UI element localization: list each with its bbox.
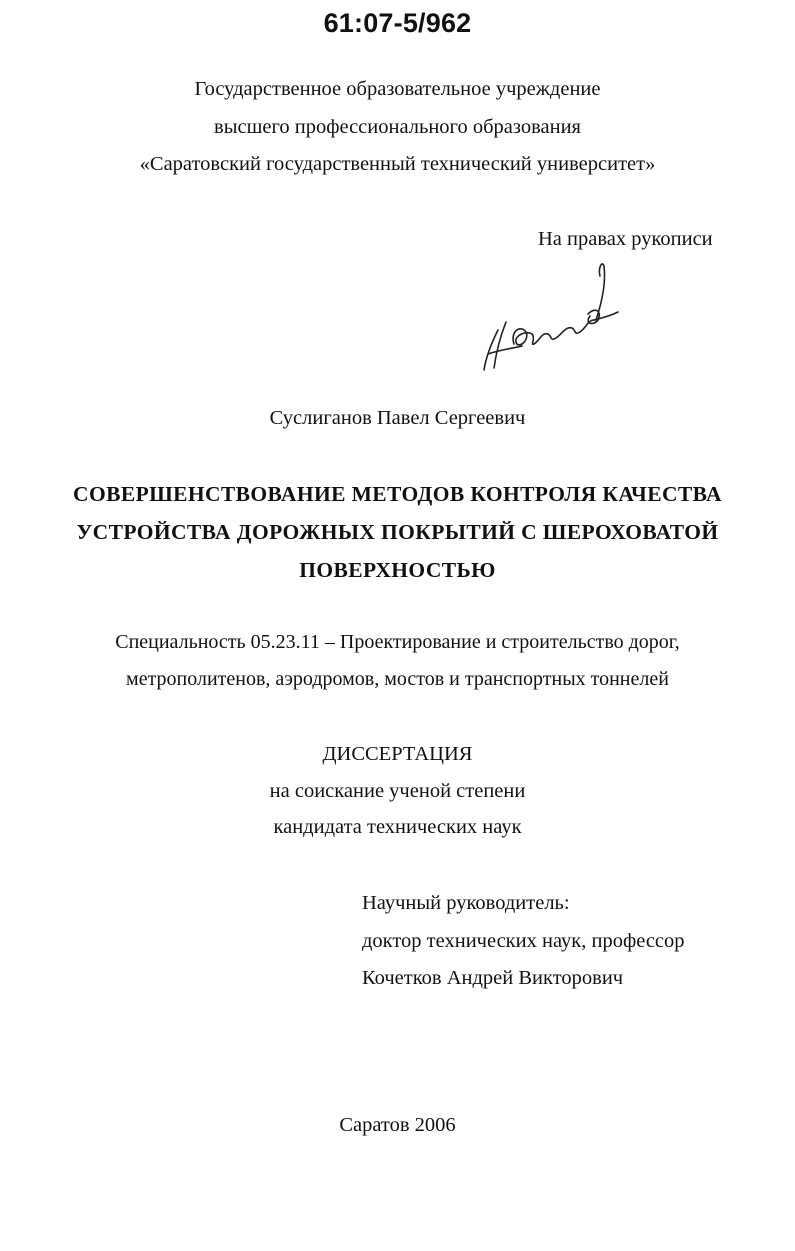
institution-line-2: высшего профессионального образования bbox=[214, 116, 581, 138]
degree-line-2: кандидата технических наук bbox=[273, 816, 522, 838]
supervisor-name: Кочетков Андрей Викторович bbox=[362, 967, 624, 989]
title-line-3: ПОВЕРХНОСТЬЮ bbox=[299, 558, 496, 582]
supervisor-degree: доктор технических наук, профессор bbox=[362, 930, 685, 952]
rights-note: На правах рукописи bbox=[538, 228, 713, 250]
specialty-line-1: Специальность 05.23.11 – Проектирование и строительство дорог, bbox=[115, 631, 680, 653]
title-line-2: УСТРОЙСТВА ДОРОЖНЫХ ПОКРЫТИЙ С ШЕРОХОВАТОЙ bbox=[76, 520, 719, 544]
supervisor-label: Научный руководитель: bbox=[362, 892, 570, 914]
specialty-line-2: метрополитенов, аэродромов, мостов и транспортных тоннелей bbox=[126, 668, 669, 690]
title-line-1: СОВЕРШЕНСТВОВАНИЕ МЕТОДОВ КОНТРОЛЯ КАЧЕСТВА bbox=[73, 482, 722, 506]
dissertation-heading: ДИССЕРТАЦИЯ bbox=[322, 743, 473, 765]
city-year: Саратов 2006 bbox=[339, 1114, 456, 1136]
author-name: Суслиганов Павел Сергеевич bbox=[269, 407, 526, 429]
degree-line-1: на соискание ученой степени bbox=[269, 780, 526, 802]
handwritten-signature bbox=[470, 262, 630, 377]
institution-line-3: «Саратовский государственный технический университет» bbox=[139, 153, 656, 175]
institution-line-1: Государственное образовательное учреждение bbox=[194, 78, 601, 100]
archive-code: 61:07-5/962 bbox=[323, 8, 472, 38]
